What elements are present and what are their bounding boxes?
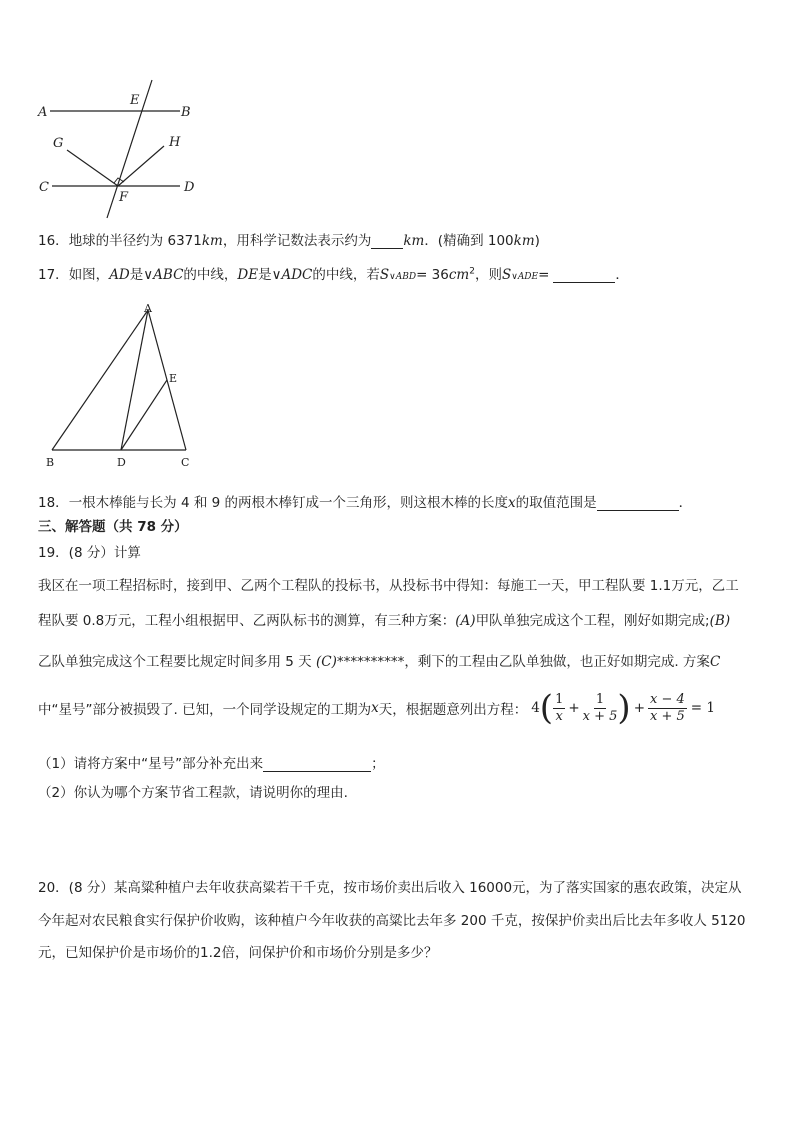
label-D: D [184,180,195,195]
label-C: C [39,180,49,195]
answer-blank-19[interactable] [263,757,371,772]
label-C: C [181,456,190,469]
figure-parallel-lines [30,76,205,222]
triangle-symbol: ∨ [271,267,282,283]
answer-blank-18[interactable] [597,496,679,511]
question-20-line3: 元，已知保护价是市场价的1.2倍，问保护价和市场价分别是多少？ [38,945,438,961]
question-17: 17．如图，AD是∨ABC的中线，DE是∨ADC的中线，若S∨ABD= $36cm^2$，则S∨ADE= ． [38,266,629,283]
label-E: E [130,93,140,108]
label-H: H [169,135,181,150]
label-E: E [169,372,178,385]
answer-blank-17[interactable] [553,268,615,283]
question-19-line1: 我区在一项工程招标时，接到甲、乙两个工程队的投标书，从投标书中得知：每施工一天，甲工程队要 1.1万元，乙工 [38,578,739,594]
label-G: G [53,136,64,151]
question-19-line4: 中“星号”部分被损毁了. 已知，一个同学设规定的工期为 x 天，根据题意列出方程： 4 ( $\frac{1}{x}$ + $\frac{1}{x + 5}$ ) + $\frac{x - 4}{x + 5}$ = 1 [38,688,715,728]
equation: 4 ( $\frac{1}{x}$ + $\frac{1}{x + 5}$ ) + $\frac{x - 4}{x + 5}$ = 1 [531,688,715,728]
label-A: A [38,105,48,120]
label-D: D [117,456,126,469]
question-19-line2: 程队要 0.8万元，工程小组根据甲、乙两队标书的测算，有三种方案：(A)甲队单独完成这个工程，刚好如期完成;(B) [38,613,731,629]
question-20-line2: 今年起对农民粮食实行保护价收购，该种植户今年收获的高粱比去年多 200 千克，按保护价卖出后比去年多收人 5120 [38,913,746,929]
question-18: 18．一根木棒能与长为 4 和 9 的两根木棒钉成一个三角形，则这根木棒的长度x的取值范围是 ． [38,495,693,511]
question-19-heading: 19．(8 分）计算 [38,545,141,561]
section-heading: 三、解答题（共 78 分） [38,519,188,535]
question-19-sub1: （1）请将方案中“星号”部分补充出来 ； [38,756,385,772]
figure-triangle [40,300,200,472]
label-B: B [181,105,191,120]
question-16: 16．地球的半径约为 6371km，用科学记数法表示约为 km．(精确到 100km) [38,233,540,249]
label-F: F [119,190,129,205]
question-19-sub2: （2）你认为哪个方案节省工程款，请说明你的理由. [38,785,348,801]
label-B: B [46,456,55,469]
answer-blank-16[interactable] [371,234,403,249]
question-19-line3: 乙队单独完成这个工程要比规定时间多用 5 天 (C)**********，剩下的工程由乙队单独做，也正好如期完成. 方案C [38,654,721,670]
question-20-line1: 20．(8 分）某高粱种植户去年收获高粱若干千克，按市场价卖出后收入 16000元，为了落实国家的惠农政策，决定从 [38,880,742,896]
label-A: A [144,302,152,315]
triangle-symbol: ∨ [143,267,154,283]
